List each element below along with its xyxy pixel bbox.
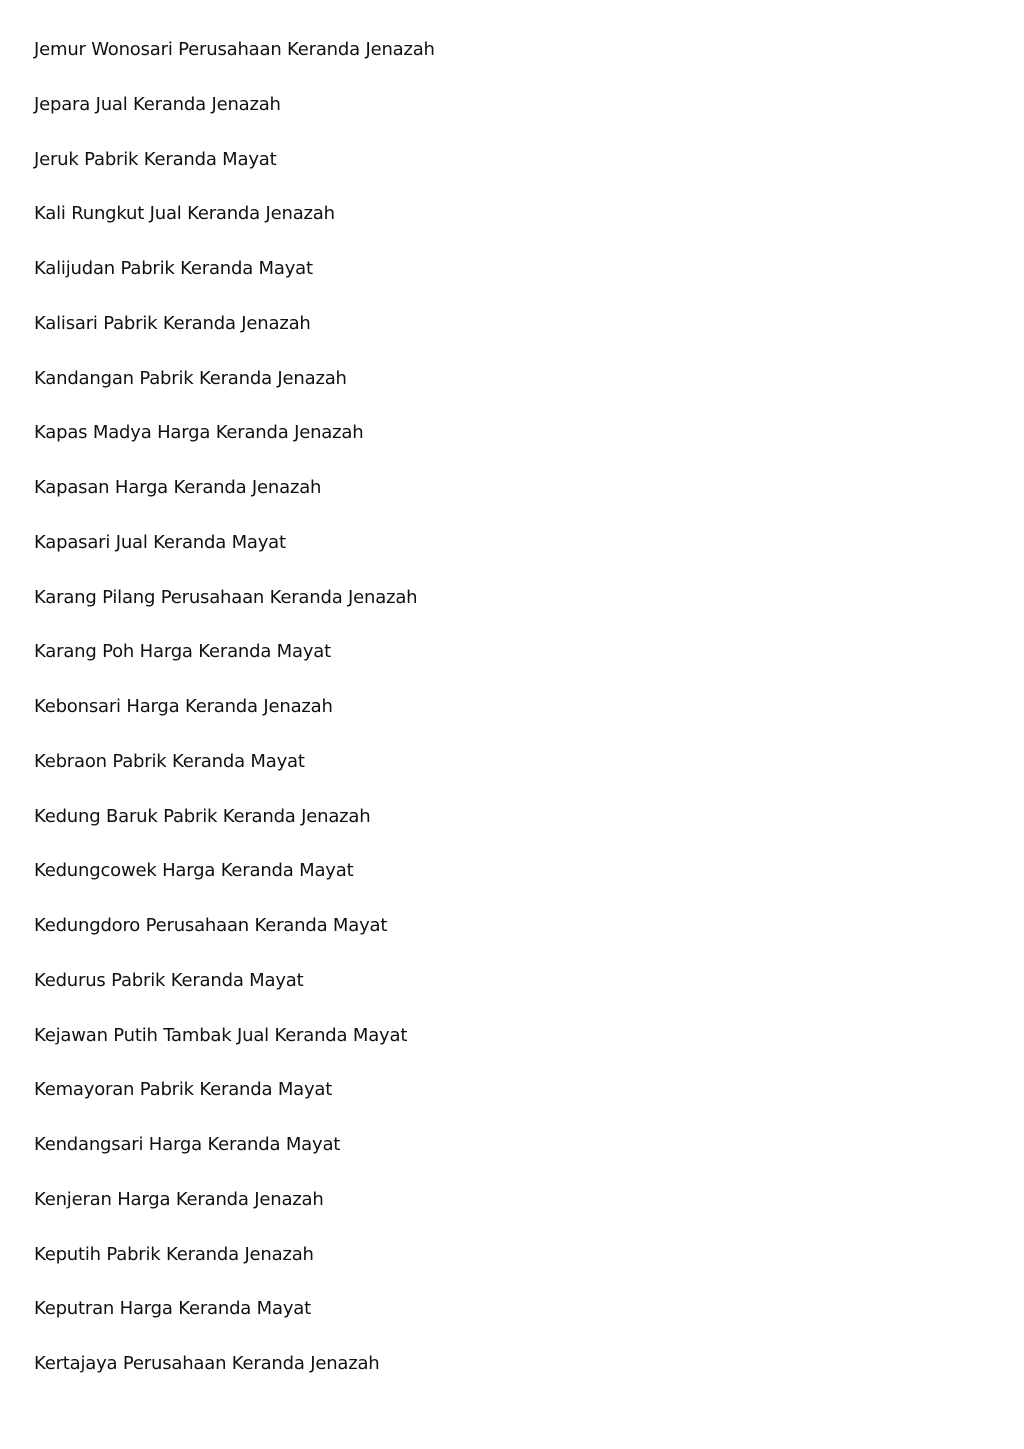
list-item: Kali Rungkut Jual Keranda Jenazah bbox=[34, 203, 335, 225]
list-item: Jeruk Pabrik Keranda Mayat bbox=[34, 148, 277, 170]
list-item: Kertajaya Perusahaan Keranda Jenazah bbox=[34, 1353, 380, 1374]
list-item: Kalijudan Pabrik Keranda Mayat bbox=[34, 258, 313, 279]
list-item: Kandangan Pabrik Keranda Jenazah bbox=[34, 367, 347, 389]
list-item: Kedungdoro Perusahaan Keranda Mayat bbox=[34, 915, 388, 936]
list-item: Kapasan Harga Keranda Jenazah bbox=[34, 477, 322, 498]
list-item: Kedungcowek Harga Keranda Mayat bbox=[34, 860, 354, 882]
list-item: Kebonsari Harga Keranda Jenazah bbox=[34, 696, 333, 717]
list-item: Kejawan Putih Tambak Jual Keranda Mayat bbox=[34, 1024, 408, 1046]
text-list bbox=[34, 36, 435, 1405]
list-item: Keputran Harga Keranda Mayat bbox=[34, 1298, 311, 1320]
list-item: Kemayoran Pabrik Keranda Mayat bbox=[34, 1079, 333, 1101]
list-item: Jepara Jual Keranda Jenazah bbox=[34, 93, 281, 115]
list-item: Kendangsari Harga Keranda Mayat bbox=[34, 1134, 341, 1155]
list-item: Kapasari Jual Keranda Mayat bbox=[34, 531, 286, 553]
list-item: Kebraon Pabrik Keranda Mayat bbox=[34, 750, 305, 772]
list-item: Kedurus Pabrik Keranda Mayat bbox=[34, 969, 304, 991]
list-item: Karang Poh Harga Keranda Mayat bbox=[34, 641, 331, 663]
list-item: Kenjeran Harga Keranda Jenazah bbox=[34, 1188, 324, 1210]
list-item: Keputih Pabrik Keranda Jenazah bbox=[34, 1243, 314, 1265]
list-item: Kedung Baruk Pabrik Keranda Jenazah bbox=[34, 805, 371, 827]
list-item: Jemur Wonosari Perusahaan Keranda Jenazah bbox=[34, 39, 435, 60]
list-item: Karang Pilang Perusahaan Keranda Jenazah bbox=[34, 586, 418, 608]
list-item: Kapas Madya Harga Keranda Jenazah bbox=[34, 422, 364, 444]
list-item: Kalisari Pabrik Keranda Jenazah bbox=[34, 312, 311, 334]
